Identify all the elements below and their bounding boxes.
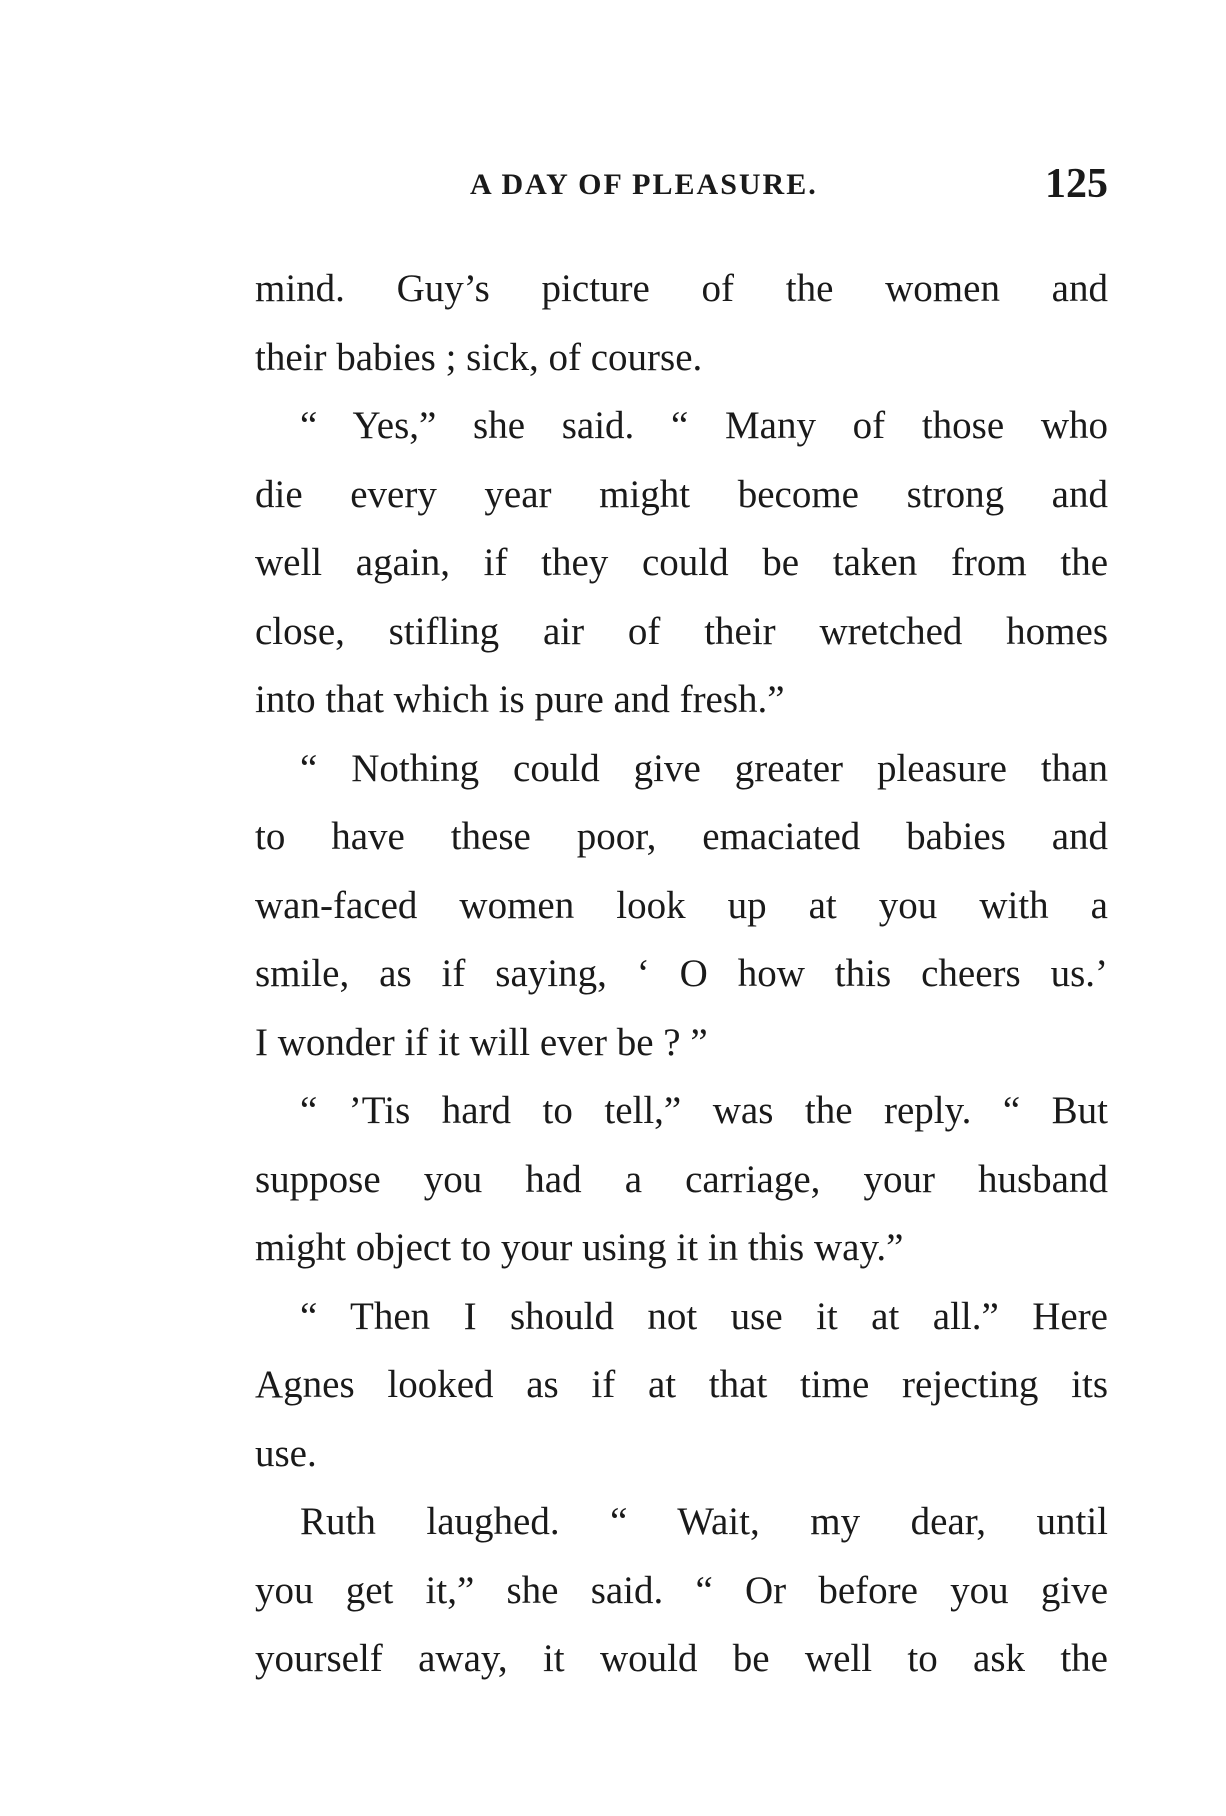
running-head xyxy=(255,160,1108,220)
text-line: mind. Guy’s picture of the women and xyxy=(255,267,1108,310)
text-line: into that which is pure and fresh.” xyxy=(255,678,785,721)
text-line: yourself away, it would be well to ask the xyxy=(255,1637,1108,1680)
text-line: Ruth laughed. “ Wait, my dear, until xyxy=(300,1500,1108,1543)
text-line: wan-faced women look up at you with a xyxy=(255,883,1108,927)
text-line: suppose you had a carriage, your husband xyxy=(255,1157,1108,1201)
text-line: die every year might become strong and xyxy=(255,472,1108,516)
text-line: Agnes looked as if at that time rejecting its xyxy=(255,1363,1108,1406)
running-title: A DAY OF PLEASURE. xyxy=(470,168,818,201)
text-line: to have these poor, emaciated babies and xyxy=(255,815,1108,858)
text-line: smile, as if saying, ‘ O how this cheers us.’ xyxy=(255,952,1108,995)
text-line: might object to your using it in this way.” xyxy=(255,1226,904,1269)
text-line: you get it,” she said. “ Or before you give xyxy=(255,1568,1108,1612)
page-number: 125 xyxy=(1045,161,1108,207)
text-line: I wonder if it will ever be ? ” xyxy=(255,1020,708,1064)
text-line: use. xyxy=(255,1431,317,1475)
body-text xyxy=(255,255,1108,1694)
text-line: “ Yes,” she said. “ Many of those who xyxy=(300,404,1108,447)
text-line: well again, if they could be taken from the xyxy=(255,541,1108,584)
text-line: “ ’Tis hard to tell,” was the reply. “ But xyxy=(300,1089,1108,1132)
text-line: “ Nothing could give greater pleasure than xyxy=(300,746,1108,790)
text-line: their babies ; sick, of course. xyxy=(255,335,703,379)
text-line: “ Then I should not use it at all.” Here xyxy=(300,1294,1108,1338)
text-line: close, stifling air of their wretched homes xyxy=(255,609,1108,653)
